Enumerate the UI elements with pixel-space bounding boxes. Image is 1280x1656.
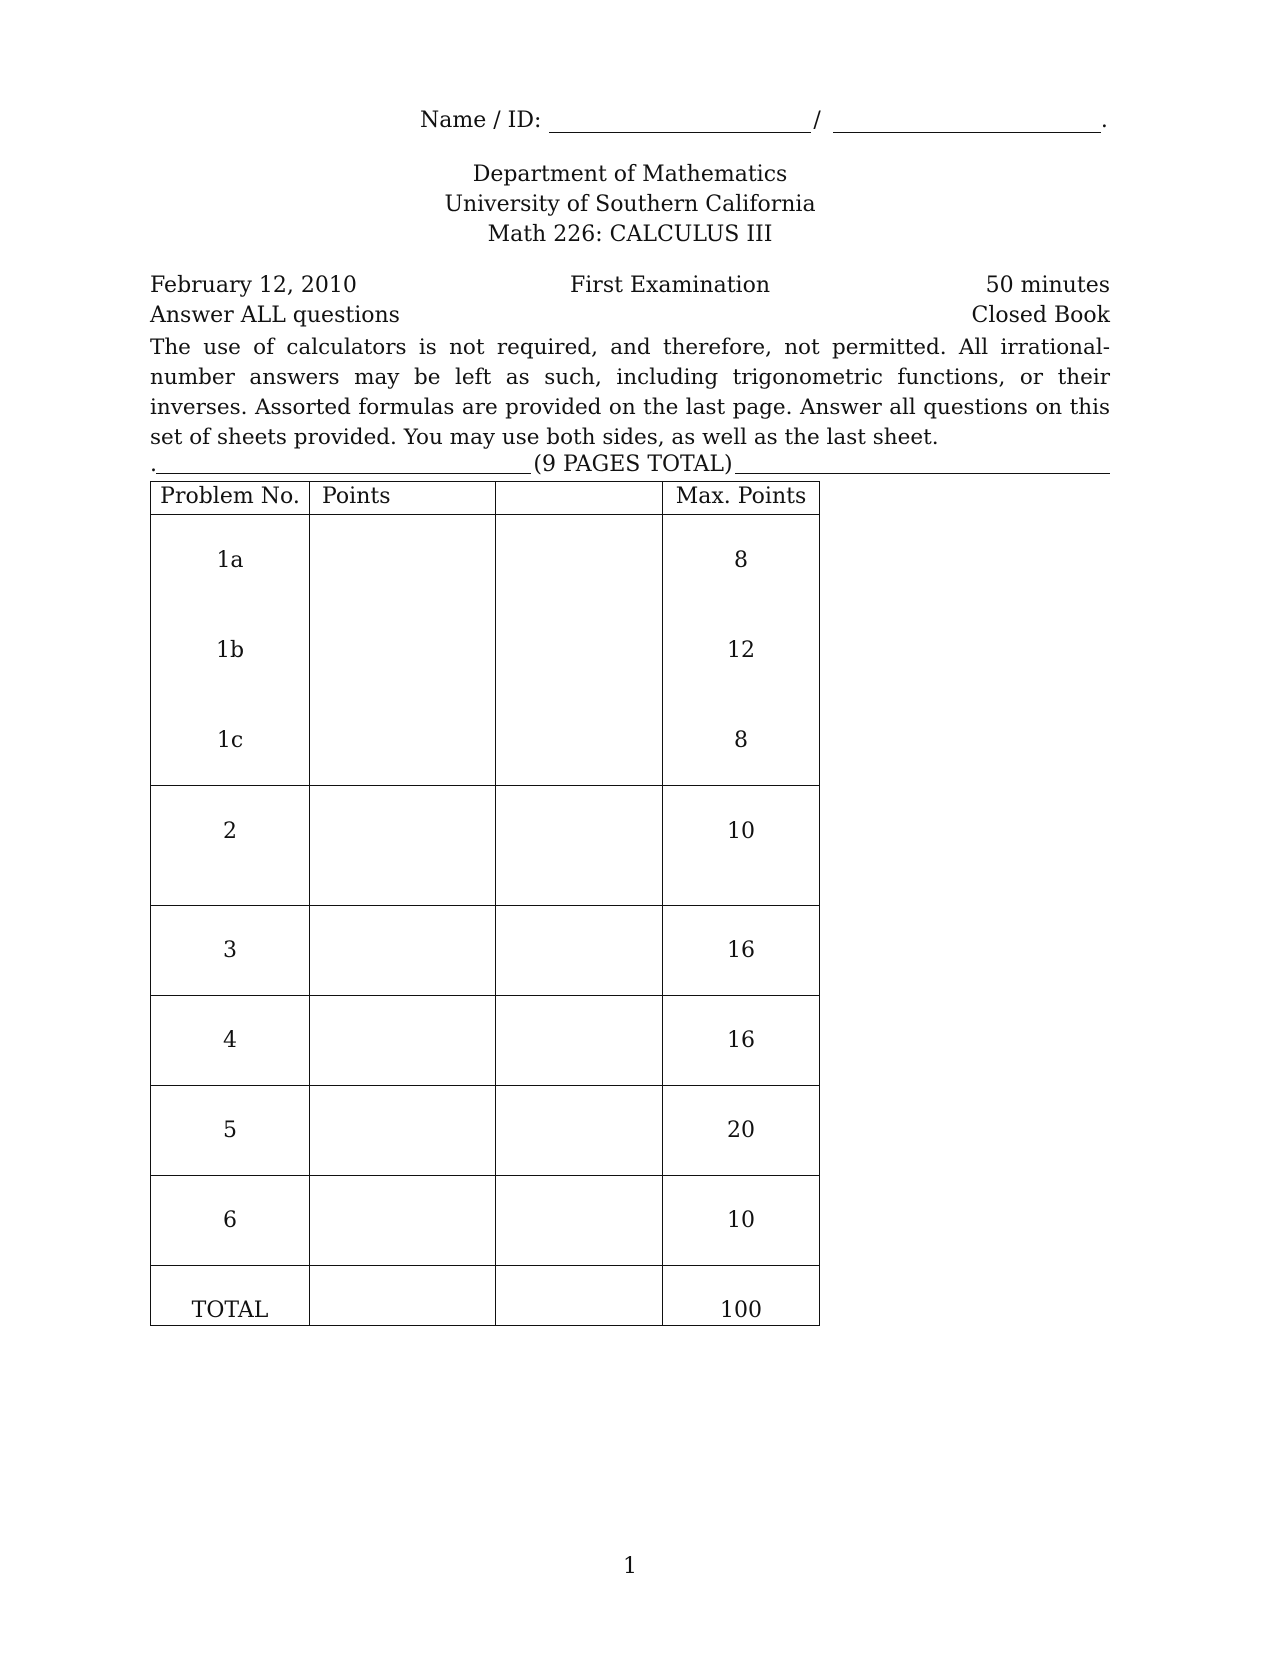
problem-label: 6	[151, 1176, 310, 1266]
answer-instruction: Answer ALL questions	[150, 303, 400, 328]
name-id-separator: /	[813, 108, 821, 133]
points-cell[interactable]	[310, 1176, 496, 1266]
rule-left	[156, 473, 531, 474]
department: Department of Mathematics	[472, 162, 788, 187]
extra-cell[interactable]	[496, 906, 663, 996]
header-blank	[496, 482, 663, 515]
table-header-row	[151, 482, 820, 515]
instructions-paragraph: The use of calculators is not required, and therefore, not permitted. All irrational-number answers may be left as such, including trigonometric functions, or their inverses. Assorted formulas are provided on the last page. Answer all questions on this set of sheets provided. You may use both sides, as well as the last sheet.	[150, 335, 1110, 450]
table-row-problem-5	[151, 1086, 820, 1176]
points-cell[interactable]	[310, 515, 496, 786]
header-points: Points	[310, 482, 496, 515]
max-points-value: 16	[663, 906, 820, 996]
pages-total-lead: .	[150, 452, 157, 477]
id-blank[interactable]	[833, 110, 1101, 133]
header-problem-no: Problem No.	[151, 482, 310, 515]
exam-duration: 50 minutes	[985, 273, 1110, 298]
problem-label	[151, 786, 310, 906]
table-row-problem-1	[151, 515, 820, 786]
max-points-value: 8	[734, 547, 748, 573]
university: University of Southern California	[444, 192, 816, 217]
problem-label: 1a	[216, 547, 244, 573]
extra-cell[interactable]	[496, 1086, 663, 1176]
name-blank[interactable]	[549, 110, 811, 133]
problem-label: 1c	[216, 727, 244, 753]
exam-header	[0, 160, 1260, 250]
points-cell[interactable]	[310, 786, 496, 906]
exam-name: First Examination	[570, 273, 770, 298]
header-max-points: Max. Points	[663, 482, 820, 515]
problem-label: 3	[151, 906, 310, 996]
max-points-value: 12	[727, 637, 755, 663]
extra-cell[interactable]	[496, 515, 663, 786]
points-cell[interactable]	[310, 906, 496, 996]
exam-date: February 12, 2010	[150, 273, 357, 298]
points-cell[interactable]	[310, 996, 496, 1086]
book-policy: Closed Book	[971, 303, 1110, 328]
table-row-problem-3	[151, 906, 820, 996]
name-id-line	[420, 108, 1108, 133]
pages-total-rule	[150, 452, 1110, 477]
problem-label: 4	[151, 996, 310, 1086]
info-row-1	[150, 273, 1110, 298]
total-extra-cell[interactable]	[496, 1266, 663, 1326]
problem-1-labels	[151, 515, 310, 786]
max-points-value: 10	[727, 818, 755, 844]
name-id-label: Name / ID:	[420, 108, 542, 133]
page-number: 1	[623, 1554, 637, 1579]
total-max-points: 100	[663, 1266, 820, 1326]
max-points-value: 8	[734, 727, 748, 753]
info-row-2	[150, 303, 1110, 328]
points-cell[interactable]	[310, 1086, 496, 1176]
problem-label-text: 2	[223, 818, 237, 844]
table-row-problem-6	[151, 1176, 820, 1266]
extra-cell[interactable]	[496, 1176, 663, 1266]
table-row-problem-4	[151, 996, 820, 1086]
score-table	[150, 481, 820, 1326]
extra-cell[interactable]	[496, 996, 663, 1086]
problem-1-max	[663, 515, 820, 786]
table-row-total	[151, 1266, 820, 1326]
course-title: Math 226: CALCULUS III	[487, 222, 773, 247]
rule-right	[735, 473, 1110, 474]
extra-cell[interactable]	[496, 786, 663, 906]
total-label: TOTAL	[151, 1266, 310, 1326]
problem-label: 5	[151, 1086, 310, 1176]
max-points-value: 20	[663, 1086, 820, 1176]
max-points-cell	[663, 786, 820, 906]
problem-label: 1b	[215, 637, 245, 663]
max-points-value: 16	[663, 996, 820, 1086]
name-id-end: .	[1100, 108, 1108, 133]
table-row-problem-2	[151, 786, 820, 906]
total-points-cell[interactable]	[310, 1266, 496, 1326]
max-points-value: 10	[663, 1176, 820, 1266]
pages-total-text: (9 PAGES TOTAL)	[533, 452, 733, 477]
